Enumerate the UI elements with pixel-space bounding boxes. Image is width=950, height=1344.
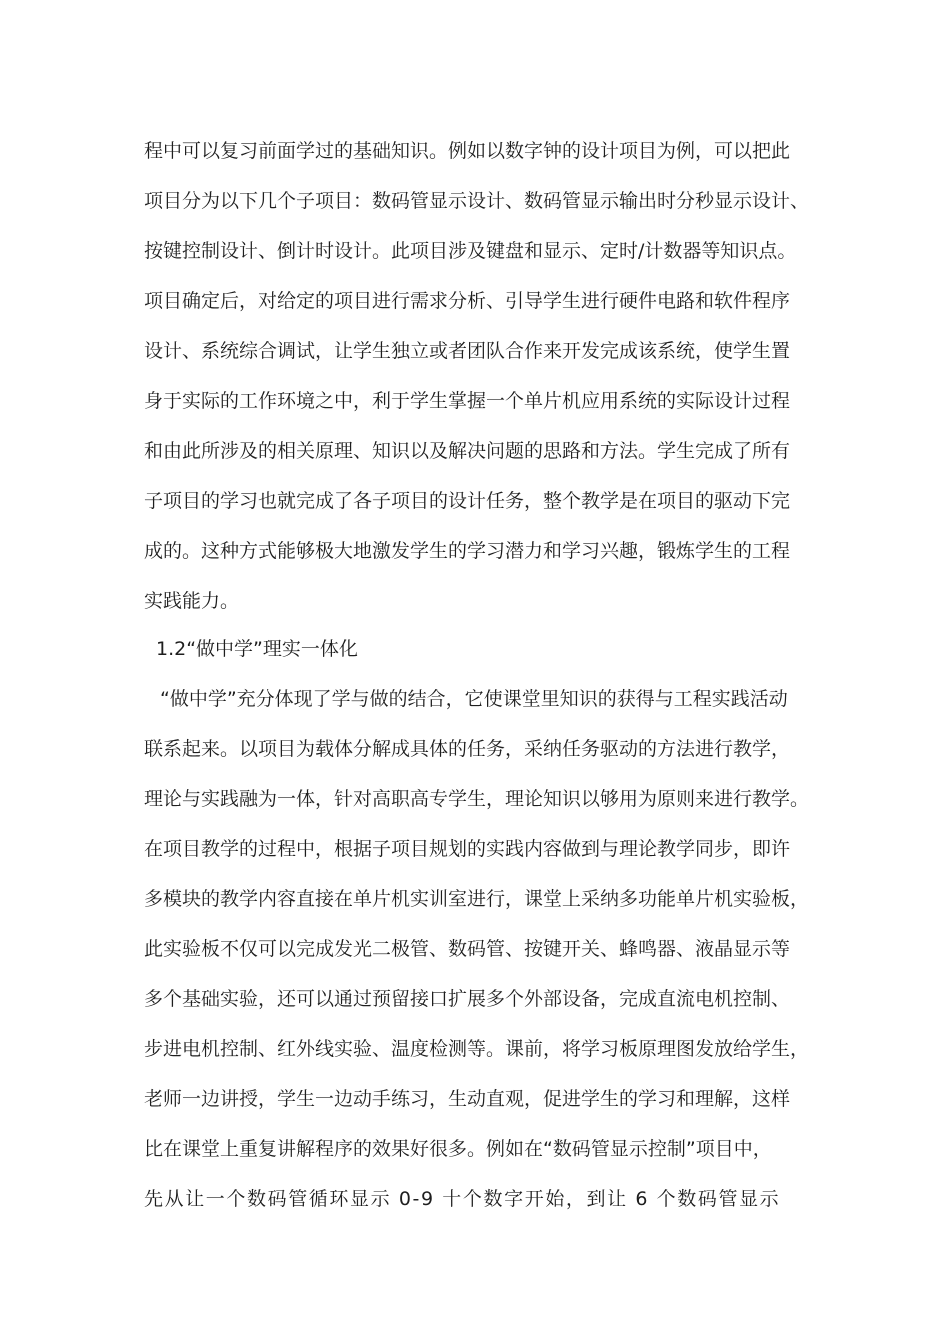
text-line: 先从让一个数码管循环显示 0-9 十个数字开始，到让 6 个数码管显示 bbox=[144, 1188, 781, 1210]
text-line: 和由此所涉及的相关原理、知识以及解决问题的思路和方法。学生完成了所有 bbox=[144, 440, 791, 462]
text-line: 项目确定后，对给定的项目进行需求分析、引导学生进行硬件电路和软件程序 bbox=[144, 290, 791, 312]
text-line: 多模块的教学内容直接在单片机实训室进行，课堂上采纳多功能单片机实验板， bbox=[144, 888, 810, 910]
section-heading: 1.2“做中学”理实一体化 bbox=[156, 638, 358, 660]
text-line: 步进电机控制、红外线实验、温度检测等。课前，将学习板原理图发放给学生， bbox=[144, 1038, 810, 1060]
text-line: 身于实际的工作环境之中，利于学生掌握一个单片机应用系统的实际设计过程 bbox=[144, 390, 791, 412]
text-line: “做中学”充分体现了学与做的结合，它使课堂里知识的获得与工程实践活动 bbox=[160, 688, 788, 710]
text-line: 联系起来。以项目为载体分解成具体的任务，采纳任务驱动的方法进行教学， bbox=[144, 738, 791, 760]
text-line: 实践能力。 bbox=[144, 590, 240, 612]
text-line: 在项目教学的过程中，根据子项目规划的实践内容做到与理论教学同步，即许 bbox=[144, 838, 791, 860]
text-line: 按键控制设计、倒计时设计。此项目涉及键盘和显示、定时/计数器等知识点。 bbox=[144, 240, 797, 262]
text-line: 多个基础实验，还可以通过预留接口扩展多个外部设备，完成直流电机控制、 bbox=[144, 988, 791, 1010]
text-line: 老师一边讲授，学生一边动手练习，生动直观，促进学生的学习和理解，这样 bbox=[144, 1088, 791, 1110]
text-line: 设计、系统综合调试，让学生独立或者团队合作来开发完成该系统，使学生置 bbox=[144, 340, 791, 362]
text-line: 项目分为以下几个子项目：数码管显示设计、数码管显示输出时分秒显示设计、 bbox=[144, 190, 810, 212]
text-line: 成的。这种方式能够极大地激发学生的学习潜力和学习兴趣，锻炼学生的工程 bbox=[144, 540, 791, 562]
text-line: 程中可以复习前面学过的基础知识。例如以数字钟的设计项目为例，可以把此 bbox=[144, 140, 791, 162]
text-line: 理论与实践融为一体，针对高职高专学生，理论知识以够用为原则来进行教学。 bbox=[144, 788, 810, 810]
text-line: 此实验板不仅可以完成发光二极管、数码管、按键开关、蜂鸣器、液晶显示等 bbox=[144, 938, 791, 960]
text-line: 子项目的学习也就完成了各子项目的设计任务，整个教学是在项目的驱动下完 bbox=[144, 490, 791, 512]
text-line: 比在课堂上重复讲解程序的效果好很多。例如在“数码管显示控制”项目中， bbox=[144, 1138, 772, 1160]
